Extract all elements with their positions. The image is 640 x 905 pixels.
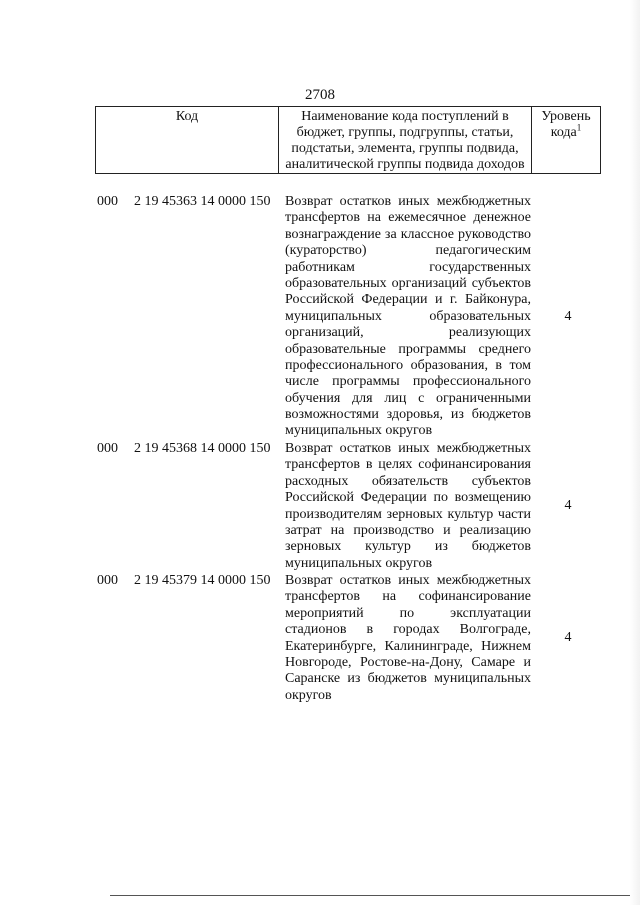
header-name-line: подстатьи, элемента, группы подвида, xyxy=(291,141,519,156)
row-prefix: 000 xyxy=(97,194,118,209)
scan-bottom-edge xyxy=(110,895,630,896)
row-name-line: работникам государственных xyxy=(285,259,531,275)
row-name-line: (кураторство) педагогическим xyxy=(285,243,531,259)
header-level-word: кода xyxy=(550,125,577,140)
row-name-line: мероприятий по эксплуатации xyxy=(285,605,531,621)
header-name-line: Наименование кода поступлений в xyxy=(301,109,509,124)
header-name-line: бюджет, группы, подгруппы, статьи, xyxy=(296,125,514,140)
row-name-line: Возврат остатков иных межбюджетных xyxy=(285,194,531,209)
row-name-line: возможностями здоровья, из бюджетов xyxy=(285,407,531,423)
row-name-line: образовательные программы среднего xyxy=(285,341,531,357)
row-name-line: Возврат остатков иных межбюджетных xyxy=(285,573,531,588)
row-code: 2 19 45368 14 0000 150 xyxy=(134,441,271,456)
header-code-cell xyxy=(96,107,279,173)
row-name-line: Российской Федерации и г. Байконура, xyxy=(285,292,531,308)
row-name-line: Саранске из бюджетов муниципальных xyxy=(285,671,531,687)
row-level: 4 xyxy=(564,309,572,324)
row-level: 4 xyxy=(564,630,572,645)
row-name-line: Новгороде, Ростове-на-Дону, Самаре и xyxy=(285,654,531,670)
row-name-line: Екатеринбурге, Калининграде, Нижнем xyxy=(285,638,531,654)
row-name-line: расходных обязательств субъектов xyxy=(285,473,531,489)
row-name-line: затрат на производство и реализацию xyxy=(285,522,531,538)
row-name-line: организаций, реализующих xyxy=(285,325,531,341)
row-prefix: 000 xyxy=(97,441,118,456)
row-name-line: зерновых культур из бюджетов xyxy=(285,539,531,555)
row-code: 2 19 45363 14 0000 150 xyxy=(134,194,271,209)
row-name-line: муниципальных округов xyxy=(285,555,433,571)
row-level: 4 xyxy=(564,498,572,513)
row-name xyxy=(285,194,531,440)
header-level-line-2 xyxy=(532,122,600,141)
header-level-cell xyxy=(532,107,600,173)
row-name-line: трансфертов на софинансирование xyxy=(285,589,531,605)
row-name-line: профессионального образования, в том xyxy=(285,357,531,373)
row-name-line: вознаграждение за классное руководство xyxy=(285,226,531,242)
row-name-line: округов xyxy=(285,687,332,703)
row-name-line: трансфертов в целях софинансирования xyxy=(285,457,531,473)
row-name xyxy=(285,573,531,704)
scan-right-edge xyxy=(630,0,640,905)
header-name-cell xyxy=(279,107,532,173)
row-name xyxy=(285,441,531,572)
footnote-marker: 1 xyxy=(576,122,582,133)
row-name-line: муниципальных образовательных xyxy=(285,308,531,324)
row-name-line: образовательных организаций субъектов xyxy=(285,275,531,291)
row-name-line: числе программы профессионального xyxy=(285,374,531,390)
row-name-line: муниципальных округов xyxy=(285,423,433,439)
row-prefix: 000 xyxy=(97,573,118,588)
row-name-line: Возврат остатков иных межбюджетных xyxy=(285,441,531,456)
table-header xyxy=(95,106,601,174)
header-level-line: Уровень xyxy=(541,109,591,124)
row-code: 2 19 45379 14 0000 150 xyxy=(134,573,271,588)
page-number: 2708 xyxy=(305,87,335,103)
row-name-line: трансфертов на ежемесячное денежное xyxy=(285,210,531,226)
row-name-line: стадионов в городах Волгограде, xyxy=(285,622,531,638)
header-name-line: аналитической группы подвида доходов xyxy=(285,157,525,172)
row-name-line: Российской Федерации по возмещению xyxy=(285,490,531,506)
row-name-line: обучения для лиц с ограниченными xyxy=(285,390,531,406)
header-code-label: Код xyxy=(175,109,199,124)
row-name-line: производителям зерновых культур части xyxy=(285,506,531,522)
